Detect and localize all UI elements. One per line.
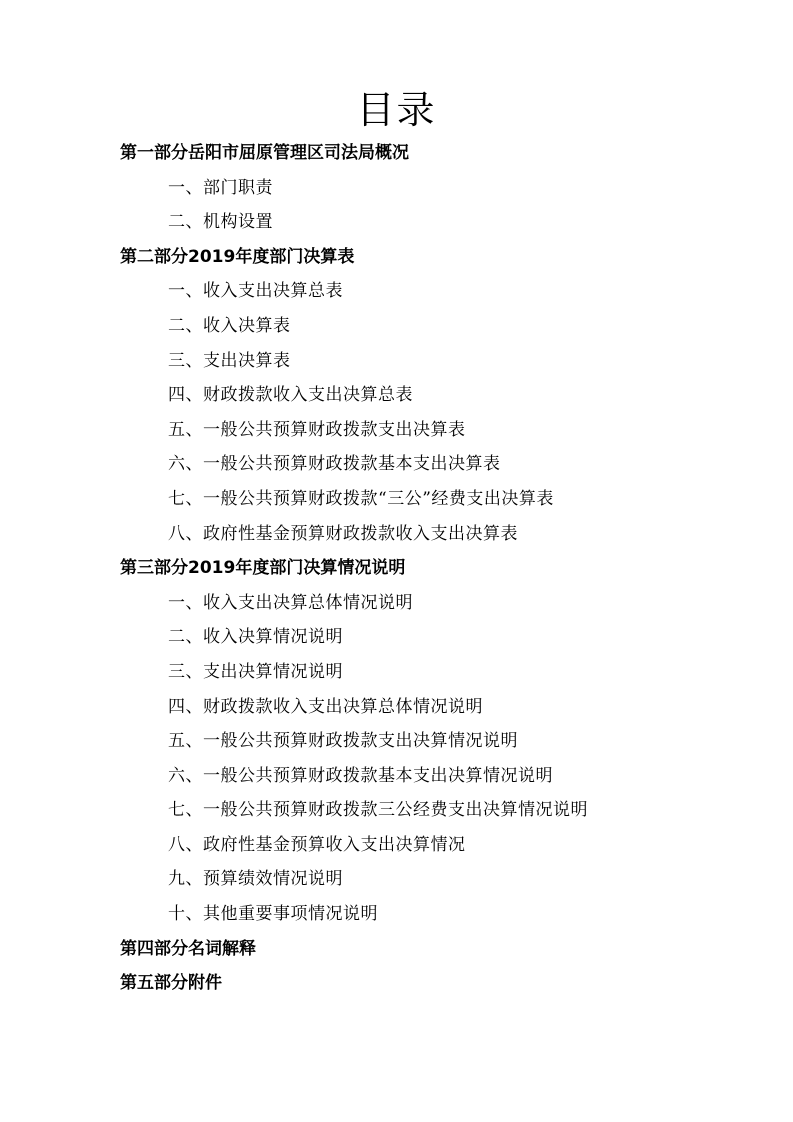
toc-item[interactable]: 七、一般公共预算财政拨款“三公”经费支出决算表 <box>168 488 554 509</box>
page-title: 目录 <box>356 88 437 132</box>
toc-item[interactable]: 三、支出决算表 <box>168 350 291 371</box>
table-of-contents <box>0 136 793 1001</box>
toc-part-heading-2[interactable]: 第二部分2019年度部门决算表 <box>120 246 355 267</box>
toc-item[interactable]: 二、收入决算情况说明 <box>168 627 343 648</box>
toc-part-heading-5[interactable]: 第五部分附件 <box>120 973 222 994</box>
toc-item[interactable]: 二、机构设置 <box>168 212 273 233</box>
toc-item[interactable]: 七、一般公共预算财政拨款三公经费支出决算情况说明 <box>168 800 588 821</box>
toc-item[interactable]: 十、其他重要事项情况说明 <box>168 904 378 925</box>
toc-item[interactable]: 三、支出决算情况说明 <box>168 661 343 682</box>
toc-item[interactable]: 八、政府性基金预算收入支出决算情况 <box>168 834 466 855</box>
toc-part-heading-3[interactable]: 第三部分2019年度部门决算情况说明 <box>120 558 406 579</box>
toc-item[interactable]: 一、收入支出决算总体情况说明 <box>168 592 413 613</box>
toc-item[interactable]: 八、政府性基金预算财政拨款收入支出决算表 <box>168 523 518 544</box>
toc-item[interactable]: 九、预算绩效情况说明 <box>168 869 343 890</box>
toc-item[interactable]: 四、财政拨款收入支出决算总表 <box>168 385 413 406</box>
toc-item[interactable]: 一、收入支出决算总表 <box>168 281 343 302</box>
toc-item[interactable]: 五、一般公共预算财政拨款支出决算情况说明 <box>168 731 518 752</box>
toc-part-heading-4[interactable]: 第四部分名词解释 <box>120 938 256 959</box>
toc-item[interactable]: 二、收入决算表 <box>168 315 291 336</box>
toc-item[interactable]: 五、一般公共预算财政拨款支出决算表 <box>168 419 466 440</box>
toc-item[interactable]: 六、一般公共预算财政拨款基本支出决算表 <box>168 454 501 475</box>
toc-item[interactable]: 一、部门职责 <box>168 177 273 198</box>
toc-part-heading-1[interactable]: 第一部分岳阳市屈原管理区司法局概况 <box>120 143 409 163</box>
toc-item[interactable]: 四、财政拨款收入支出决算总体情况说明 <box>168 696 483 717</box>
toc-item[interactable]: 六、一般公共预算财政拨款基本支出决算情况说明 <box>168 765 553 786</box>
